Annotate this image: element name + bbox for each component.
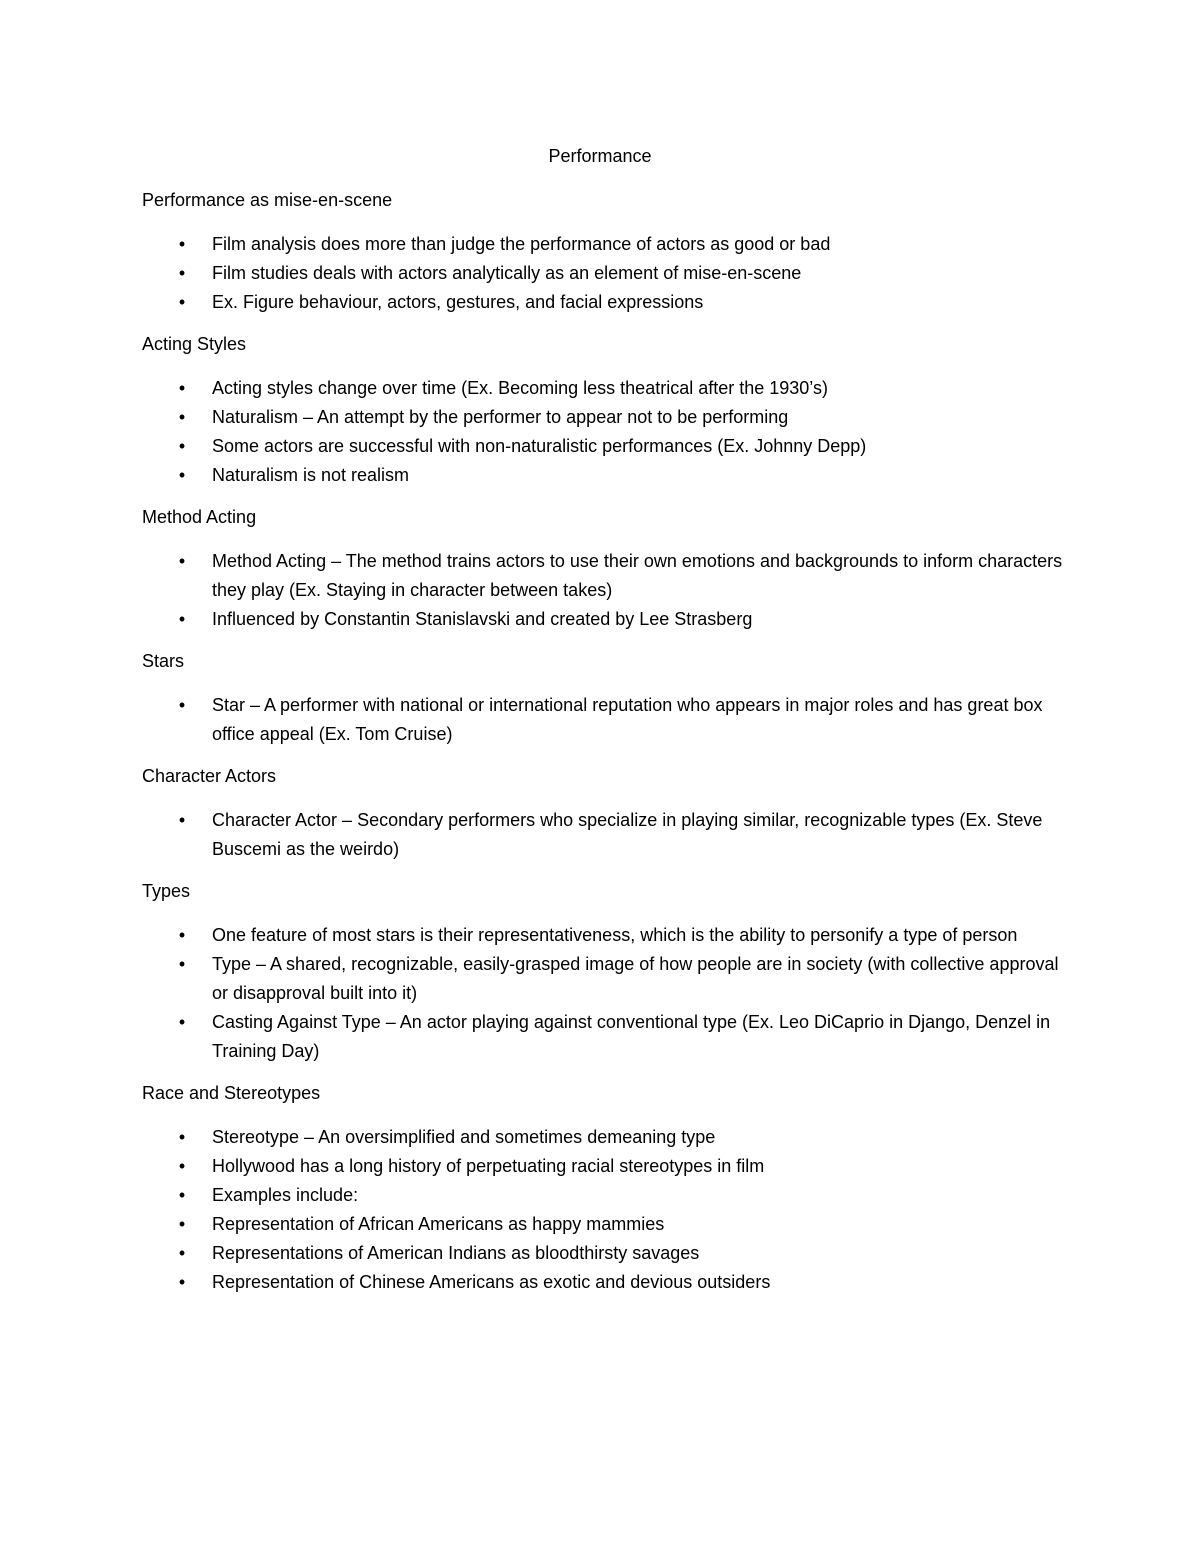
- bullet-list: [142, 230, 1072, 317]
- bullet-text: Representation of African Americans as happy mammies: [212, 1214, 665, 1234]
- bullet-text: Ex. Figure behaviour, actors, gestures, and facial expressions: [212, 292, 704, 312]
- bullet-item: [142, 403, 1072, 432]
- section-types: [142, 878, 1072, 1066]
- bullet-text: Representations of American Indians as bloodthirsty savages: [212, 1243, 700, 1263]
- section-stars: [142, 648, 1072, 749]
- bullet-icon: •: [178, 378, 186, 398]
- bullet-icon: •: [178, 1185, 186, 1205]
- bullet-icon: •: [178, 695, 186, 715]
- bullet-icon: •: [178, 263, 186, 283]
- section-heading: Race and Stereotypes: [142, 1083, 321, 1103]
- bullet-text: Examples include:: [212, 1185, 359, 1205]
- bullet-text: Hollywood has a long history of perpetuating racial stereotypes in film: [212, 1156, 765, 1176]
- section-character-actors: [142, 763, 1072, 864]
- section-heading: Types: [142, 881, 191, 901]
- section-acting-styles: [142, 331, 1072, 490]
- section-heading: Stars: [142, 651, 185, 671]
- bullet-text: Film studies deals with actors analytically as an element of mise-en-scene: [212, 263, 802, 283]
- bullet-text: Stereotype – An oversimplified and sometimes demeaning type: [212, 1127, 716, 1147]
- bullet-icon: •: [178, 465, 186, 485]
- bullet-item: [142, 1181, 1072, 1210]
- bullet-text: Naturalism – An attempt by the performer to appear not to be performing: [212, 407, 789, 427]
- bullet-item: [142, 374, 1072, 403]
- bullet-icon: •: [178, 810, 186, 830]
- bullet-item: [142, 230, 1072, 259]
- bullet-item: [142, 461, 1072, 490]
- bullet-item: [142, 921, 1072, 950]
- bullet-list: [142, 374, 1072, 490]
- bullet-icon: •: [178, 234, 186, 254]
- bullet-text: One feature of most stars is their representativeness, which is the ability to personify a type of person: [212, 925, 1018, 945]
- bullet-item: [142, 1152, 1072, 1181]
- document-title: Performance: [548, 146, 652, 166]
- bullet-item: [142, 259, 1072, 288]
- bullet-icon: •: [178, 407, 186, 427]
- bullet-icon: •: [178, 1127, 186, 1147]
- bullet-list: [142, 691, 1072, 749]
- bullet-item: [142, 806, 1072, 864]
- bullet-icon: •: [178, 1214, 186, 1234]
- section-heading: Method Acting: [142, 507, 257, 527]
- bullet-text: Acting styles change over time (Ex. Becoming less theatrical after the 1930’s): [212, 378, 828, 398]
- section-method-acting: [142, 504, 1072, 634]
- bullet-item: [142, 605, 1072, 634]
- bullet-item: [142, 1268, 1072, 1297]
- bullet-item: [142, 950, 1072, 1008]
- bullet-list: [142, 547, 1072, 634]
- bullet-text: Naturalism is not realism: [212, 465, 410, 485]
- bullet-text: Some actors are successful with non-naturalistic performances (Ex. Johnny Depp): [212, 436, 867, 456]
- bullet-list: [142, 921, 1072, 1066]
- bullet-item: [142, 1123, 1072, 1152]
- bullet-item: [142, 1210, 1072, 1239]
- bullet-text: Representation of Chinese Americans as exotic and devious outsiders: [212, 1272, 771, 1292]
- bullet-icon: •: [178, 551, 186, 571]
- bullet-list: [142, 806, 1072, 864]
- bullet-icon: •: [178, 1243, 186, 1263]
- bullet-text: Character Actor – Secondary performers who specialize in playing similar, recognizable types (Ex. Steve Buscemi as the weirdo): [212, 810, 1043, 859]
- section-performance-as-mise-en-scene: [142, 187, 1072, 317]
- bullet-icon: •: [178, 954, 186, 974]
- bullet-text: Method Acting – The method trains actors to use their own emotions and backgrounds to inform characters they play (Ex. Staying in character between takes): [212, 551, 1063, 600]
- bullet-text: Star – A performer with national or international reputation who appears in major roles and has great box office appeal (Ex. Tom Cruise): [212, 695, 1043, 744]
- bullet-item: [142, 288, 1072, 317]
- section-race-and-stereotypes: [142, 1080, 1072, 1297]
- bullet-text: Type – A shared, recognizable, easily-grasped image of how people are in society (with collective approval or disapproval built into it): [212, 954, 1059, 1003]
- bullet-icon: •: [178, 1156, 186, 1176]
- bullet-item: [142, 547, 1072, 605]
- bullet-item: [142, 432, 1072, 461]
- bullet-icon: •: [178, 292, 186, 312]
- bullet-icon: •: [178, 1012, 186, 1032]
- section-heading: Character Actors: [142, 766, 277, 786]
- bullet-item: [142, 1008, 1072, 1066]
- bullet-text: Film analysis does more than judge the performance of actors as good or bad: [212, 234, 831, 254]
- bullet-icon: •: [178, 609, 186, 629]
- bullet-icon: •: [178, 925, 186, 945]
- bullet-icon: •: [178, 1272, 186, 1292]
- bullet-list: [142, 1123, 1072, 1297]
- document-body: [142, 187, 1072, 1311]
- section-heading: Acting Styles: [142, 334, 247, 354]
- bullet-text: Casting Against Type – An actor playing against conventional type (Ex. Leo DiCaprio in Django, Denzel in Training Day): [212, 1012, 1051, 1061]
- bullet-text: Influenced by Constantin Stanislavski and created by Lee Strasberg: [212, 609, 753, 629]
- bullet-icon: •: [178, 436, 186, 456]
- bullet-item: [142, 691, 1072, 749]
- bullet-item: [142, 1239, 1072, 1268]
- section-heading: Performance as mise-en-scene: [142, 190, 393, 210]
